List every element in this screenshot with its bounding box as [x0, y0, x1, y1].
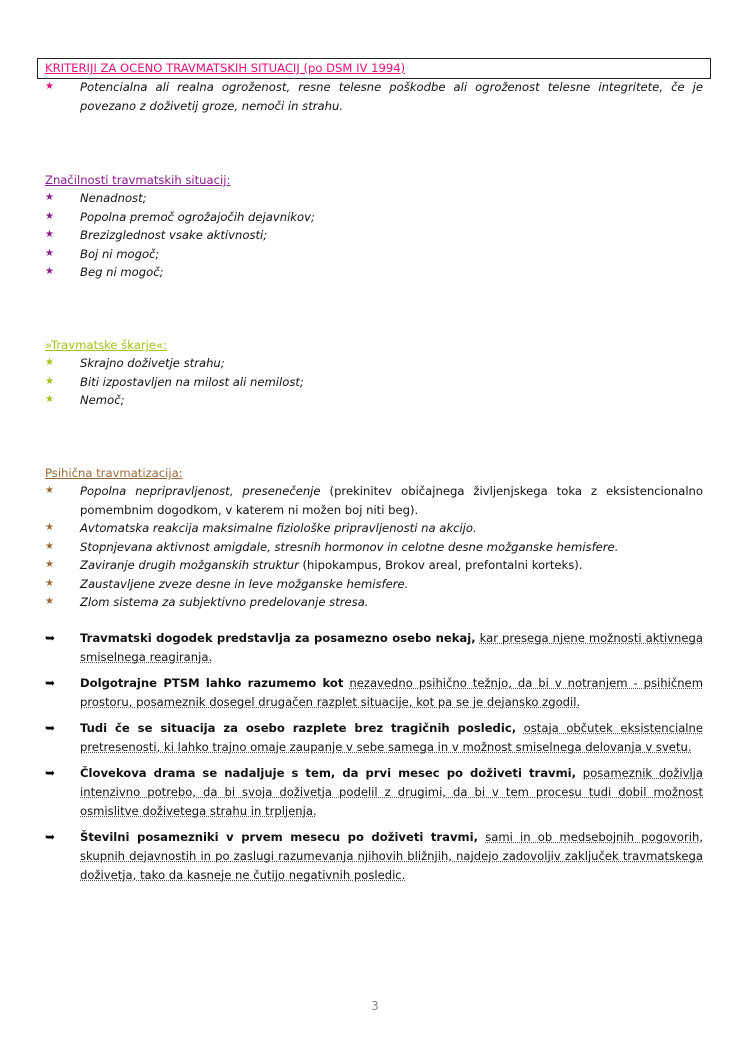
section-title: KRITERIJI ZA OCENO TRAVMATSKIH SITUACIJ (po DSM IV 1994): [45, 61, 406, 75]
statement-underlined: ostaja občutek eksistencialne pretresenosti, ki lahko trajno omaje zaupanje v sebe samega in v možnost smiselnega delovanja v svetu.: [80, 721, 704, 754]
item-italic-text: Zaviranje drugih možganskih struktur: [80, 558, 299, 572]
star-bullet-icon: ★: [45, 81, 54, 92]
list-item: [45, 556, 703, 575]
section-title-box: [37, 58, 711, 79]
statement-bold: Človekova drama se nadaljuje s tem, da prvi mesec po doživeti travmi,: [80, 766, 577, 780]
list-item: [45, 208, 703, 227]
arrow-bullet-icon: ➥: [45, 631, 56, 645]
star-bullet-icon: ★: [45, 540, 54, 552]
star-bullet-icon: ★: [45, 247, 54, 259]
list-item: [45, 593, 703, 612]
list-item: [45, 245, 703, 264]
statement-underlined: posameznik doživlja intenzivno potrebo, da bi svoja doživetja podelil z drugimi, da bi v tem procesu tudi dobil možnost osmislitve doživetega strahu in trpljenja.: [80, 766, 703, 818]
list-item: [45, 189, 703, 208]
item-text: (hipokampus, Brokov areal, prefontalni korteks).: [298, 558, 583, 572]
star-bullet-icon: ★: [45, 485, 54, 496]
arrow-bullet-icon: ➥: [45, 676, 56, 690]
list-item: [45, 391, 703, 410]
star-bullet-icon: ★: [45, 192, 54, 203]
arrow-bullet-icon: ➥: [45, 766, 56, 780]
list-item: [45, 263, 703, 282]
item-text: Biti izpostavljen na milost ali nemilost;: [80, 374, 304, 389]
statement-item: [45, 719, 703, 757]
item-text: Nenadnost;: [80, 191, 147, 205]
item-italic-text: Popolna nepripravljenost, presenečenje: [80, 484, 321, 498]
star-bullet-icon: ★: [45, 577, 54, 589]
item-text: Boj ni mogoč;: [80, 246, 160, 261]
item-text: Potencialna ali realna ogroženost, resne telesne poškodbe ali ogroženost telesne integritete, če je povezano z doživetij groze, nemoči in strahu.: [80, 80, 703, 113]
list-item: [45, 519, 703, 538]
star-bullet-icon: ★: [45, 210, 54, 222]
item-italic-text: Zlom sistema za subjektivno predelovanje stresa.: [80, 595, 369, 609]
heading-characteristics: Značilnosti travmatskih situacij:: [45, 173, 231, 187]
statements-list: [45, 629, 703, 892]
list-item: [45, 482, 703, 519]
star-bullet-icon: ★: [45, 266, 54, 277]
item-text: Nemoč;: [80, 393, 125, 407]
list-item: [45, 226, 703, 245]
heading-trauma-scissors: »Travmatske škarje«:: [45, 338, 168, 352]
statement-item: [45, 828, 703, 885]
characteristics-list: [45, 189, 703, 282]
statement-bold: Tudi če se situacija za osebo razplete brez tragičnih posledic,: [80, 721, 517, 735]
item-text: (prekinitev običajnega življenjskega toka z eksistencionalno pomembnim dogodkom, v katerem ni možen boj niti beg).: [80, 484, 703, 517]
star-bullet-icon: ★: [45, 394, 54, 405]
statement-item: [45, 629, 703, 667]
item-italic-text: Stopnjevana aktivnost amigdale, stresnih hormonov in celotne desne možganske hemisfere.: [80, 539, 619, 554]
statement-bold: Travmatski dogodek predstavlja za posamezno osebo nekaj,: [80, 631, 476, 645]
star-bullet-icon: ★: [45, 559, 54, 570]
statement-bold: Številni posamezniki v prvem mesecu po doživeti travmi,: [80, 830, 478, 844]
list-item: [45, 575, 703, 594]
list-item: [45, 354, 703, 373]
statement-item: [45, 764, 703, 821]
statement-item: [45, 674, 703, 712]
list-item: [45, 373, 703, 392]
item-text: Skrajno doživetje strahu;: [80, 356, 225, 370]
statement-underlined: kar presega njene možnosti aktivnega smiselnega reagiranja.: [80, 631, 703, 664]
item-italic-text: Zaustavljene zveze desne in leve možganske hemisfere.: [80, 576, 409, 591]
star-bullet-icon: ★: [45, 357, 54, 368]
arrow-bullet-icon: ➥: [45, 721, 56, 735]
item-text: Popolna premoč ogrožajočih dejavnikov;: [80, 209, 315, 224]
item-text: Brezizglednost vsake aktivnosti;: [80, 228, 268, 242]
arrow-bullet-icon: ➥: [45, 830, 56, 844]
list-item: [45, 78, 703, 115]
page-number: 3: [371, 999, 379, 1013]
traumatization-list: [45, 482, 703, 612]
star-bullet-icon: ★: [45, 522, 54, 533]
heading-psychic-traumatization: Psihična travmatizacija:: [45, 466, 183, 480]
statement-underlined: sami in ob medsebojnih pogovorih, skupnih dejavnostih in po zaslugi razumevanja njihovih bližnjih, najdejo zadovoljiv zaključek travmatskega doživetja, tako da kasneje ne čutijo negativnih posledic.: [80, 830, 704, 882]
star-bullet-icon: ★: [45, 596, 54, 607]
item-italic-text: Avtomatska reakcija maksimalne fiziološke pripravljenosti na akcijo.: [80, 521, 477, 535]
item-text: Beg ni mogoč;: [80, 265, 164, 279]
star-bullet-icon: ★: [45, 375, 54, 387]
statement-bold: Dolgotrajne PTSM lahko razumemo kot: [80, 676, 344, 690]
criteria-list: [45, 78, 703, 115]
list-item: [45, 538, 703, 557]
trauma-scissors-list: [45, 354, 703, 410]
star-bullet-icon: ★: [45, 229, 54, 240]
statement-underlined: nezavedno psihično težnjo, da bi v notranjem - psihičnem prostoru, posameznik dosegel drugačen razplet situacije, kot pa se je dejansko zgodil.: [80, 676, 703, 709]
